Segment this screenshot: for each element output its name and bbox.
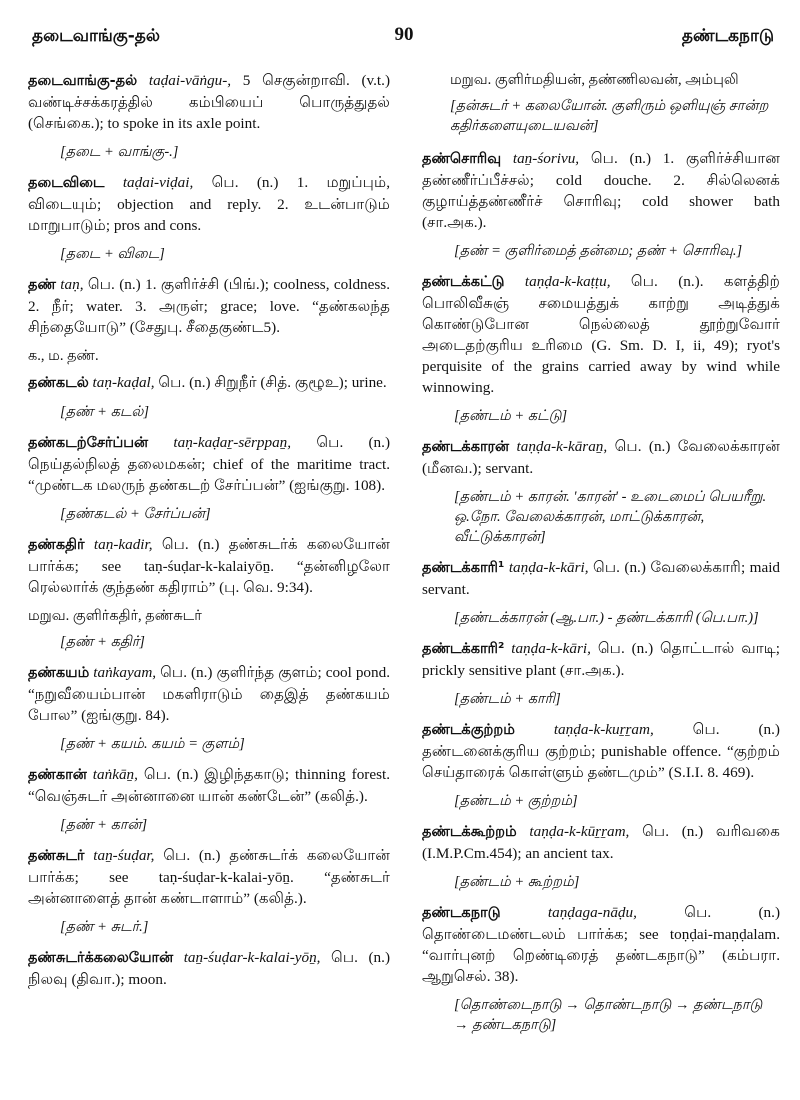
etymology: [தண் + கதிர்] (60, 634, 145, 650)
headword: தண்சுடர்க்கலையோன் (28, 950, 174, 966)
entry-body (28, 274, 390, 338)
dictionary-entry (422, 719, 780, 811)
dictionary-entry (422, 148, 780, 261)
entry-body (422, 148, 780, 233)
etymology: [தண்கடல் + சேர்ப்பன்] (60, 506, 211, 522)
etymology: [தொண்டைநாடு → தொண்டநாடு → தண்டநாடு → தண்டகநாடு] (454, 997, 763, 1033)
etymology: [தண்டம் + காரி] (454, 691, 561, 707)
headword: தண்கான் (28, 767, 87, 783)
transliteration: taṅkāṉ, (92, 766, 138, 783)
page-header (28, 18, 780, 70)
definition: பெ. (n.) 1. குளிர்ச்சியான தண்ணீர்ப்பீச்சல்; cold douche. 2. சில்லெனக் குழாய்த்தண்ணீர்ச் சொரிவு; cold shower bath (சா.அக.). (422, 150, 780, 231)
entry-note: க., ம. தண். (28, 348, 99, 364)
continued-etymology: [தன்சுடர் + கலையோன். குளிரும் ஒளியுஞ் சான்ற கதிர்களையுடையவன்] (450, 98, 769, 134)
etymology: [தண்டம் + கட்டு] (454, 408, 568, 424)
dictionary-entry (28, 172, 390, 264)
transliteration: taṉ-śuḍar, (93, 847, 155, 864)
dictionary-entry (422, 821, 780, 892)
entry-body (28, 172, 390, 236)
left-column (28, 70, 390, 1088)
definition: பெ. (n.) வரிவகை (I.M.P.Cm.454); an ancient tax. (422, 823, 780, 862)
headword: தண்டக்கூற்றம் (422, 824, 517, 840)
headword: தண்டக்காரன் (422, 439, 510, 455)
header-first-word: தடைவாங்கு-தல் (32, 26, 160, 46)
entry-body (422, 557, 780, 600)
definition: பெ. (n.) வேலைக்காரி; maid servant. (422, 559, 780, 598)
definition: பெ. (n.) தண்சுடர்க் கலையோன் பார்க்க; see taṇ-śuḍar-k-kalaiyōṉ. “தன்னிழலோ ரெல்லார்க் குந்தண் கதிராம்” (பு. வெ. 9:34). (28, 536, 390, 596)
headword: தடைவாங்கு-தல் (28, 73, 138, 89)
etymology: [தண் + கடல்] (60, 404, 150, 420)
etymology: [தடை + வாங்கு-.] (60, 144, 179, 160)
dictionary-entry (28, 534, 390, 652)
headword: தண் (28, 277, 56, 293)
etymology: [தண்டம் + கூற்றம்] (454, 874, 580, 890)
transliteration: taṉ-śuḍar-k-kalai-yōṉ, (183, 949, 321, 966)
transliteration: taṇ, (60, 276, 84, 293)
definition: பெ. (n.). களத்திற் பொலிவீசுஞ் சமையத்துக் காற்று அடித்துக் கொண்டுபோன நெல்லைத் தூற்றுவோர் அடைதற்குரிய உரிமை (G. Sm. D. I, ii, 49); ryot's perquisite of the grains carried away by wind while winnowing. (422, 273, 780, 396)
columns (28, 70, 780, 1088)
dictionary-entry (28, 947, 390, 990)
headword: தண்டக்காரி² (422, 641, 505, 657)
entry-body (28, 764, 390, 807)
continued-note: மறுவ. குளிர்மதியன், தண்ணிலவன், அம்புலி (450, 72, 739, 88)
entry-body (28, 947, 390, 990)
dictionary-entry (422, 902, 780, 1035)
headword: தண்சொரிவு (422, 151, 502, 167)
page-number: 90 (394, 24, 414, 45)
dictionary-entry (28, 662, 390, 754)
etymology: [தண் = குளிர்மைத் தன்மை; தண் + சொரிவு.] (454, 243, 743, 259)
entry-body (28, 534, 390, 598)
transliteration: taḍai-viḍai, (122, 174, 194, 191)
etymology: [தண்டக்காரன் (ஆ.பா.) - தண்டக்காரி (பெ.பா.)] (454, 610, 759, 626)
entry-body (28, 845, 390, 909)
transliteration: taṇ-kadir, (93, 536, 153, 553)
headword: தண்டக்காரி¹ (422, 560, 505, 576)
dictionary-entry (28, 432, 390, 524)
definition: பெ. (n.) தண்சுடர்க் கலையோன் பார்க்க; see taṇ-śuḍar-k-kalai-yōṉ. “தண்சுடர் அன்னாளைத் தான் கண்டாளாம்” (கலித்.). (28, 847, 390, 907)
dictionary-entry (28, 372, 390, 422)
dictionary-entry (28, 764, 390, 835)
etymology: [தண் + கான்] (60, 817, 148, 833)
entry-body (28, 432, 390, 496)
transliteration: taṅkayam, (93, 664, 157, 681)
definition: பெ. (n.) தொண்டைமண்டலம் பார்க்க; see toṇḍai-maṇḍalam. “வார்புனற் றெண்டிரைத் தண்டகநாடு” (கம்பரா. ஆறுசெல். 38). (422, 904, 780, 985)
dictionary-entry (422, 271, 780, 426)
definition: பெ. (n.) நிலவு (திவா.); moon. (28, 949, 390, 988)
dictionary-page (28, 18, 780, 1088)
transliteration: taṇ-kaḍaṟ-sērppaṉ, (173, 434, 292, 451)
entry-body (422, 638, 780, 681)
headword: தண்கதிர் (28, 537, 85, 553)
entry-body (422, 902, 780, 987)
transliteration: taṇḍa-k-kūṟṟam, (529, 823, 630, 840)
headword: தண்கடல் (28, 375, 89, 391)
transliteration: taḍai-vāṅgu-, (148, 72, 232, 89)
header-last-word: தண்டகநாடு (681, 26, 774, 46)
definition: பெ. (n.) 1. மறுப்பும், விடையும்; objection and reply. 2. உடன்பாடும் மாறுபாடும்; pros and cons. (28, 174, 390, 234)
transliteration: taṇḍa-k-kuṟṟam, (553, 721, 654, 738)
definition: பெ. (n.) நெய்தல்நிலத் தலைமகன்; chief of the maritime tract. “முண்டக மலருந் தண்கடற் சேர்ப்பன்” (ஐங்குறு. 108). (28, 434, 390, 494)
entry-note: மறுவ. குளிர்கதிர், தண்சுடர் (28, 608, 202, 624)
definition: பெ. (n.) இழிந்தகாடு; thinning forest. “வெஞ்சுடர் அன்னானை யான் கண்டேன்” (கலித்.). (28, 766, 390, 805)
transliteration: taṉ-śorivu, (512, 150, 580, 167)
right-column (422, 70, 780, 1088)
transliteration: taṇḍaga-nāḍu, (547, 904, 637, 921)
dictionary-entry (28, 70, 390, 162)
entry-body (422, 719, 780, 783)
dictionary-entry (28, 845, 390, 937)
transliteration: taṇḍa-k-kāri, (508, 559, 589, 576)
etymology: [தண் + சுடர்.] (60, 919, 149, 935)
definition: பெ. (n.) சிறுநீர் (சித். குழூஉ); urine. (158, 374, 387, 391)
definition: 5 செகுன்றாவி. (v.t.) வண்டிச்சக்கரத்தில் கம்பியைப் பொருத்துதல் (செங்கை.); to spoke in its axle point. (28, 72, 390, 132)
definition: பெ. (n.) தண்டனைக்குரிய குற்றம்; punishable offence. “குற்றம் செய்தாரைக் கொள்ளும் தண்டமும்” (S.I.I. 8. 469). (422, 721, 780, 781)
etymology: [தண்டம் + குற்றம்] (454, 793, 578, 809)
transliteration: taṇḍa-k-kāri, (511, 640, 591, 657)
dictionary-entry (422, 638, 780, 709)
headword: தண்கயம் (28, 665, 90, 681)
right-entries (422, 148, 780, 1035)
definition: பெ. (n.) தொட்டால் வாடி; prickly sensitive plant (சா.அக.). (422, 640, 780, 679)
headword: தடைவிடை (28, 175, 105, 191)
transliteration: taṇ-kaḍal, (92, 374, 155, 391)
headword: தண்டக்கட்டு (422, 274, 505, 290)
headword: தண்டகநாடு (422, 905, 501, 921)
transliteration: taṇḍa-k-kaṭṭu, (524, 273, 611, 290)
definition: பெ. (n.) குளிர்ந்த குளம்; cool pond. “நறுவீயைம்பான் மகளிராடும் தைஇத் தண்கயம் போல” (ஐங்குறு. 84). (28, 664, 390, 724)
headword: தண்டக்குற்றம் (422, 722, 515, 738)
etymology: [தண் + கயம். கயம் = குளம்] (60, 736, 245, 752)
entry-body (28, 372, 390, 394)
dictionary-entry (422, 557, 780, 628)
transliteration: taṇḍa-k-kāraṉ, (516, 438, 608, 455)
etymology: [தண்டம் + காரன். 'காரன்' - உடைமைப் பெயரீறு. ஒ.நோ. வேலைக்காரன், மாட்டுக்காரன், வீட்டுக்காரன்] (454, 489, 767, 545)
etymology: [தடை + விடை] (60, 246, 165, 262)
definition: பெ. (n.) 1. குளிர்ச்சி (பிங்.); coolness, coldness. 2. நீர்; water. 3. அருள்; grace; love. “தண்கலந்த சிந்தையோடு” (சேதுபு. சீதைகுண்ட5). (28, 276, 390, 336)
headword: தண்சுடர் (28, 848, 85, 864)
entry-body (422, 821, 780, 864)
entry-body (28, 70, 390, 134)
definition: பெ. (n.) வேலைக்காரன் (மீனவ.); servant. (422, 438, 780, 477)
dictionary-entry (28, 274, 390, 366)
entry-body (28, 662, 390, 726)
entry-body (422, 436, 780, 479)
dictionary-entry (422, 436, 780, 547)
entry-body (422, 271, 780, 398)
headword: தண்கடற்சேர்ப்பன் (28, 435, 149, 451)
